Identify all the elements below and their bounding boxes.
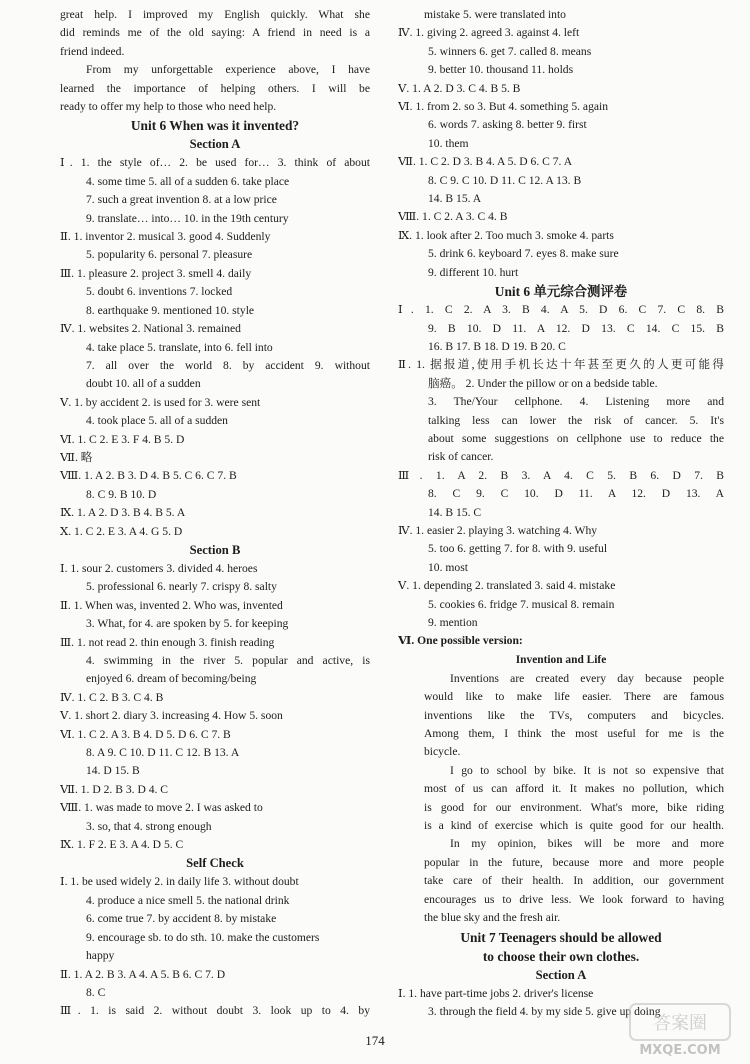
answer-line: 4. take place 5. translate, into 6. fell into <box>86 340 273 354</box>
answer-line: Inventions are created every day because people <box>450 671 724 685</box>
answer-line: would like to make life easier. There are famous <box>424 690 724 704</box>
answer-line: Ⅰ. 1. the style of… 2. be used for… 3. think of about <box>60 156 370 170</box>
answer-line: 4. some time 5. all of a sudden 6. take place <box>86 174 290 188</box>
left-column <box>60 6 370 1021</box>
answer-line: Ⅳ. 1. easier 2. playing 3. watching 4. Why <box>398 523 598 537</box>
answer-line: Ⅰ. 1. be used widely 2. in daily life 3. without doubt <box>60 875 299 889</box>
answer-line: Ⅱ. 1. 据报道,使用手机长达十年甚至更久的人更可能得 <box>398 358 724 372</box>
section-heading: Unit 6 When was it invented? <box>130 118 300 134</box>
answer-line: Ⅱ. 1. A 2. B 3. A 4. A 5. B 6. C 7. D <box>60 967 226 981</box>
answer-line: Ⅵ. 1. C 2. A 3. B 4. D 5. D 6. C 7. B <box>60 727 231 741</box>
answer-line: 3. The/Your cellphone. 4. Listening more and <box>428 395 724 409</box>
answer-line: Ⅶ. 1. C 2. D 3. B 4. A 5. D 6. C 7. A <box>398 155 573 169</box>
answer-line: Among them, I think the most useful for me is the <box>424 727 724 741</box>
answer-line: 5. doubt 6. inventions 7. locked <box>86 285 233 299</box>
answer-line: I go to school by bike. It is not so expensive that <box>450 763 724 777</box>
section-heading: to choose their own clothes. <box>482 948 640 964</box>
answer-line: 8. A 9. C 10. D 11. C 12. B 13. A <box>86 746 240 760</box>
answer-line: Ⅵ. 1. C 2. E 3. F 4. B 5. D <box>60 432 185 446</box>
answer-line: 8. C 9. C 10. D 11. C 12. A 13. B <box>428 173 582 187</box>
answer-line: Ⅶ. 略 <box>60 450 93 464</box>
answer-line: 5. too 6. getting 7. for 8. with 9. useful <box>428 542 608 556</box>
answer-line: In my opinion, bikes will be more and more <box>450 837 724 851</box>
section-heading: Unit 7 Teenagers should be allowed <box>460 929 662 945</box>
answer-line: 6. come true 7. by accident 8. by mistake <box>86 912 277 926</box>
answer-line: Ⅱ. 1. When was, invented 2. Who was, invented <box>60 598 283 612</box>
page-number: 174 <box>365 1033 385 1048</box>
answer-line: ready to offer my help to those who need help. <box>60 100 277 114</box>
answer-line: Ⅷ. 1. was made to move 2. I was asked to <box>60 801 263 815</box>
answer-line: 4. took place 5. all of a sudden <box>86 414 228 428</box>
answer-line: From my unforgettable experience above, I have <box>86 63 370 77</box>
section-heading: Unit 6 单元综合测评卷 <box>494 284 628 300</box>
answer-line: Ⅰ. 1. have part-time jobs 2. driver's license <box>398 986 594 1000</box>
watermark-url: MXQE.COM <box>639 1043 721 1058</box>
answer-line: 5. professional 6. nearly 7. crispy 8. salty <box>86 580 277 594</box>
answer-line: Ⅰ. 1. sour 2. customers 3. divided 4. heroes <box>60 561 258 575</box>
answer-line: 7. such a great invention 8. at a low price <box>86 193 277 207</box>
answer-line: Ⅸ. 1. F 2. E 3. A 4. D 5. C <box>60 838 184 852</box>
answer-line: the blue sky and the fresh air. <box>424 911 561 925</box>
answer-line: 9. better 10. thousand 11. holds <box>428 63 574 77</box>
answer-line: 10. most <box>428 560 468 574</box>
answer-line: 8. C 9. C 10. D 11. A 12. D 13. A <box>428 487 724 501</box>
answer-line: Ⅴ. 1. A 2. D 3. C 4. B 5. B <box>398 81 521 95</box>
answer-line: 7. all over the world 8. by accident 9. without <box>86 358 370 372</box>
answer-line: doubt 10. all of a sudden <box>86 377 201 391</box>
answer-line: 9. mention <box>428 616 478 629</box>
answer-line: 4. swimming in the river 5. popular and active, is <box>86 654 370 667</box>
answer-line: 5. cookies 6. fridge 7. musical 8. remain <box>428 597 615 611</box>
answer-line: great help. I improved my English quickly. What she <box>60 8 370 21</box>
answer-line: 8. C <box>86 985 106 999</box>
answer-line: encourages us to drive less. We look forward to having <box>424 892 724 906</box>
answer-line: 8. C 9. B 10. D <box>86 487 157 501</box>
answer-line: take care of their health. In addition, our government <box>424 874 724 888</box>
section-heading: Self Check <box>186 856 244 871</box>
answer-line: 14. B 15. C <box>428 505 482 519</box>
answer-line: Ⅳ. 1. C 2. B 3. C 4. B <box>60 690 164 704</box>
answer-line: 脑癌。 2. Under the pillow or on a bedside table. <box>428 376 658 390</box>
answer-line: Ⅸ. 1. look after 2. Too much 3. smoke 4. parts <box>398 228 614 242</box>
watermark-logo-text: 答案圈 <box>653 1013 707 1034</box>
section-heading: Section B <box>189 542 241 557</box>
answer-line: is good for our environment. What's more, bike riding <box>424 800 724 814</box>
answer-line: 5. popularity 6. personal 7. pleasure <box>86 248 253 262</box>
answer-line: Ⅲ. 1. not read 2. thin enough 3. finish reading <box>60 635 275 649</box>
answer-line: Ⅰ. 1. C 2. A 3. B 4. A 5. D 6. C 7. C 8. B <box>398 303 724 317</box>
answer-line: 9. different 10. hurt <box>428 265 519 279</box>
answer-line: 10. them <box>428 136 469 150</box>
answer-line: Ⅳ. 1. giving 2. agreed 3. against 4. left <box>398 26 580 40</box>
answer-line: Ⅶ. 1. D 2. B 3. D 4. C <box>60 782 169 796</box>
answer-line: learned the importance of helping others. I will be <box>60 81 370 95</box>
answer-line: Ⅱ. 1. inventor 2. musical 3. good 4. Suddenly <box>60 230 271 244</box>
answer-line: Ⅳ. 1. websites 2. National 3. remained <box>60 322 241 336</box>
answer-line: 3. so, that 4. strong enough <box>86 819 212 833</box>
answer-line: bicycle. <box>424 745 461 759</box>
answer-line: talking less can lower the risk of cancer. 5. It's <box>428 413 724 427</box>
answer-line: Ⅹ. 1. C 2. E 3. A 4. G 5. D <box>60 524 183 538</box>
answer-line: about some suggestions on cellphone use to reduce the <box>428 431 724 445</box>
answer-line: friend indeed. <box>60 44 125 58</box>
answer-line: 5. drink 6. keyboard 7. eyes 8. make sure <box>428 247 619 261</box>
watermark-logo <box>628 1002 732 1058</box>
essay-title: Invention and Life <box>515 653 607 666</box>
answer-line: Ⅵ. 1. from 2. so 3. But 4. something 5. again <box>398 100 609 114</box>
answer-line: risk of cancer. <box>428 450 494 464</box>
answer-line: most of us can afford it. It makes no pollution, which <box>424 782 724 796</box>
answer-line: Ⅴ. 1. short 2. diary 3. increasing 4. How 5. soon <box>60 709 283 723</box>
answer-line: is a kind of exercise which is quite good for our health. <box>424 819 724 833</box>
answer-line: 14. D 15. B <box>86 764 140 778</box>
answer-line: 3. through the field 4. by my side 5. give up doing <box>428 1004 661 1018</box>
answer-line: enjoyed 6. dream of becoming/being <box>86 672 257 686</box>
answer-line: 8. earthquake 9. mentioned 10. style <box>86 303 255 317</box>
answer-line: 14. B 15. A <box>428 192 482 206</box>
answer-line: popular in the future, because more and more people <box>424 855 724 869</box>
answer-line: 5. winners 6. get 7. called 8. means <box>428 44 592 58</box>
answer-line: mistake 5. were translated into <box>424 8 566 21</box>
answer-line: 9. B 10. D 11. A 12. D 13. C 14. C 15. B <box>428 321 724 335</box>
answer-line: Ⅸ. 1. A 2. D 3. B 4. B 5. A <box>60 506 186 520</box>
answer-line: 6. words 7. asking 8. better 9. first <box>428 118 587 132</box>
answer-line: inventions like the TVs, computers and bicycles. <box>424 708 724 722</box>
answer-line: Ⅲ. 1. pleasure 2. project 3. smell 4. daily <box>60 266 252 280</box>
answer-line: did reminds me of the old saying: A friend in need is a <box>60 26 370 40</box>
answer-line: 4. produce a nice smell 5. the national drink <box>86 893 290 907</box>
answer-line: Ⅴ. 1. depending 2. translated 3. said 4. mistake <box>398 579 616 593</box>
answer-line: 16. B 17. B 18. D 19. B 20. C <box>428 339 566 353</box>
answer-line: 9. encourage sb. to do sth. 10. make the customers <box>86 930 320 944</box>
answer-line: Ⅴ. 1. by accident 2. is used for 3. were sent <box>60 395 261 409</box>
section-heading: Section A <box>189 137 241 152</box>
answer-line: Ⅲ. 1. A 2. B 3. A 4. C 5. B 6. D 7. B <box>398 468 724 482</box>
right-column <box>398 6 724 1021</box>
section-heading: Section A <box>535 967 587 982</box>
answer-line: Ⅵ. One possible version: <box>398 634 523 648</box>
answer-line: Ⅷ. 1. A 2. B 3. D 4. B 5. C 6. C 7. B <box>60 469 237 483</box>
answer-line: happy <box>86 949 115 963</box>
answer-line: Ⅲ. 1. is said 2. without doubt 3. look up to 4. by <box>60 1004 370 1018</box>
answer-line: Ⅷ. 1. C 2. A 3. C 4. B <box>398 210 508 224</box>
answer-line: 3. What, for 4. are spoken by 5. for keeping <box>86 617 289 631</box>
answer-line: 9. translate… into… 10. in the 19th century <box>86 211 289 225</box>
